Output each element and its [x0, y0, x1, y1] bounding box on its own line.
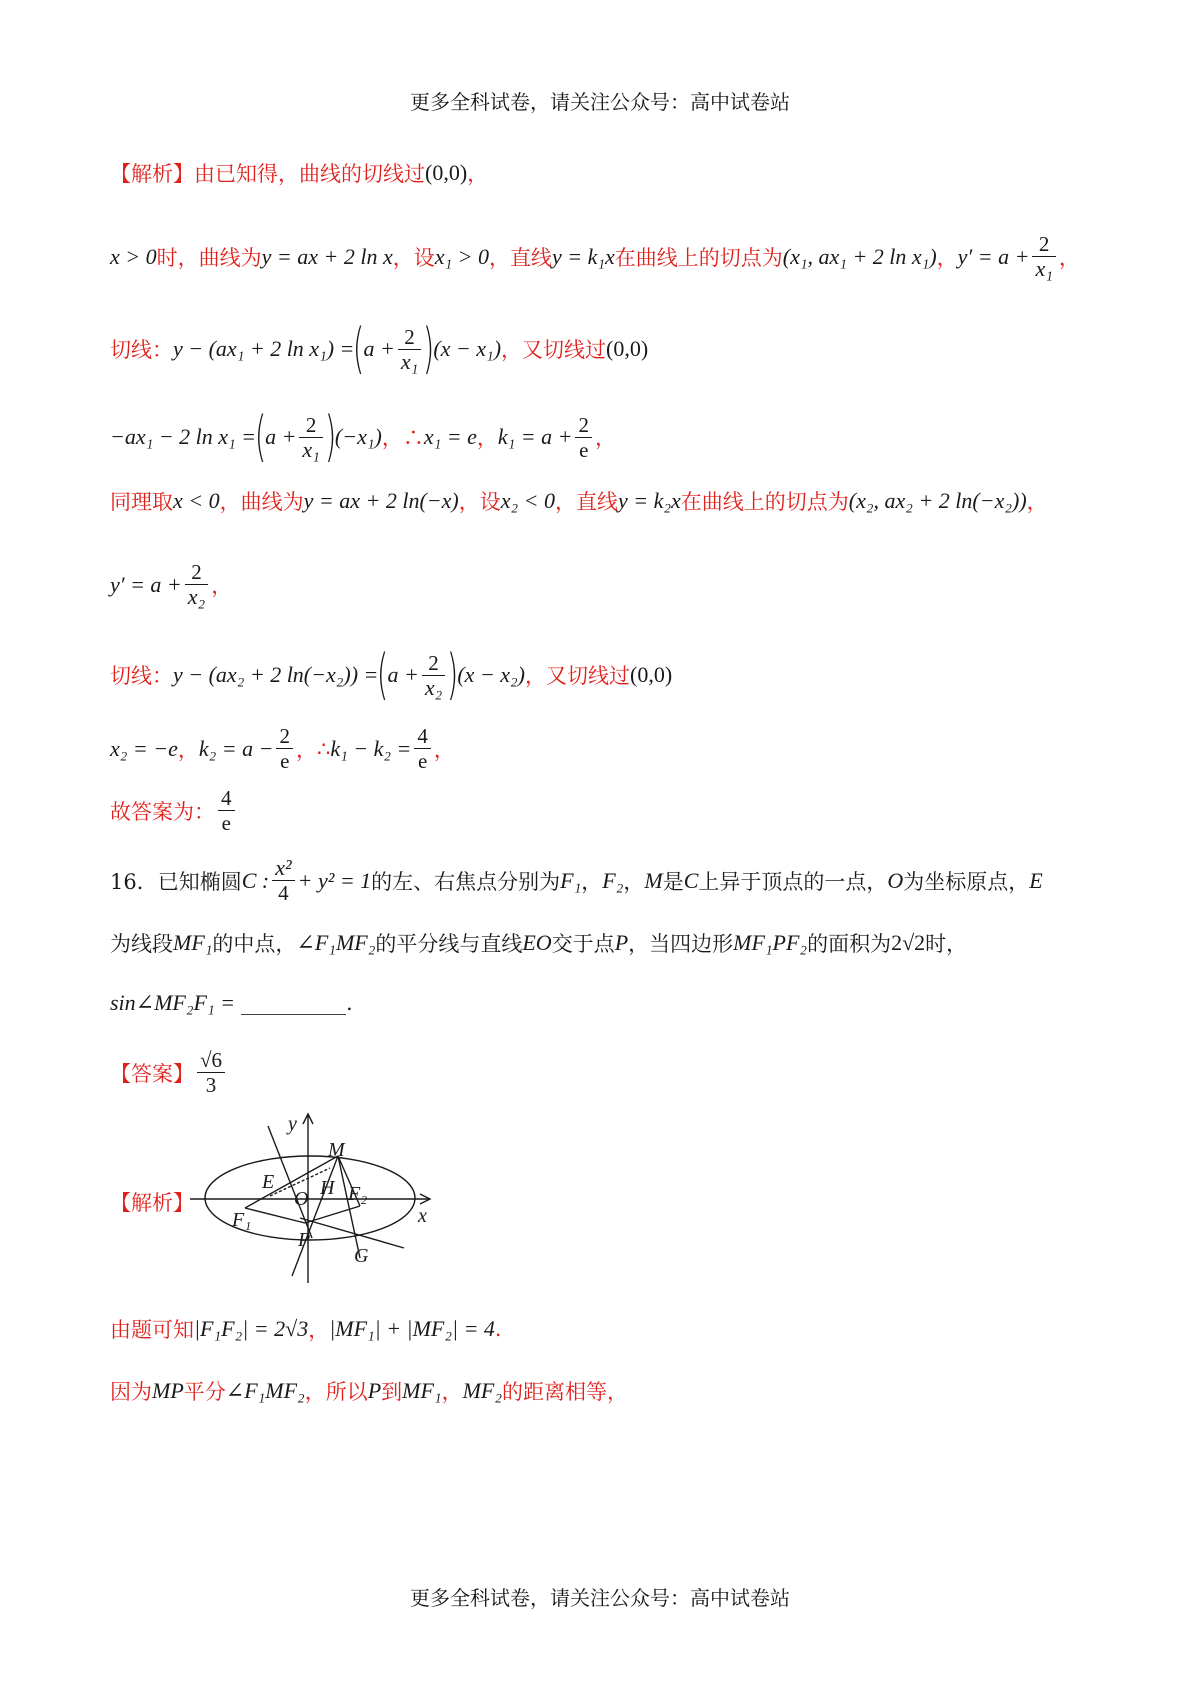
fraction: $\frac{2}{e}$	[575, 413, 592, 462]
q15-line-8: x₂ = −e ， k₂ = a − $\frac{2}{e}$ ， ∴ k₁ − k₂ = $\frac{4}{e}$ ，	[110, 724, 455, 773]
label-g: G	[354, 1245, 369, 1267]
analysis-tag: 【解析】	[110, 162, 194, 186]
q16-line-2: 为线段 MF₁ 的中点， ∠F₁MF₂ 的平分线与直线 EO 交于点 P ，当四边形 MF₁PF₂ 的面积为 2√2 时，	[110, 930, 968, 956]
fraction: $\frac{2}{\text{x₂}}$	[422, 651, 445, 700]
q15-line-6: y′ = a + $\frac{2}{\text{x₂}}$ ，	[110, 560, 233, 609]
ellipse-diagram	[190, 1108, 480, 1288]
q16-solution-line-1: 由题可知 |F₁F₂| = 2√3 ， |MF₁| + |MF₂| = 4 .	[110, 1316, 502, 1342]
q15-answer-line: 故答案为： $\frac{4}{e}$	[110, 786, 1110, 835]
answer-tag: 【答案】	[110, 1061, 194, 1086]
page-header: 更多全科试卷，请关注公众号：高中试卷站	[410, 90, 790, 114]
line-eo	[268, 1126, 312, 1238]
label-f2: F₂	[348, 1183, 368, 1205]
fraction: $\frac{\text{x²}}{4}$	[272, 856, 294, 905]
fraction: $\frac{2}{e}$	[276, 724, 293, 773]
fraction: $\frac{2}{\text{x₁}}$	[1032, 232, 1055, 281]
q15-line-3: 切线： y − (ax₁ + 2 ln x₁) = ( a + $\frac{2}{\text{x₁}}$ ) (x − x₁) ，又切线过 (0,0)	[110, 317, 649, 380]
label-m: M	[328, 1139, 345, 1161]
q15-line-5: 同理取 x < 0 ，曲线为 y = ax + 2 ln(−x) ，设 x₂ < 0 ，直线 y = k₂x 在曲线上的切点为 (x₂, ax₂ + 2 ln(−x₂)) ，	[110, 488, 1048, 514]
q16-line-3: sin∠MF₂F₁ = __________.	[110, 990, 353, 1015]
fraction: $\frac{2}{\text{x₁}}$	[398, 325, 421, 374]
q15-line-1: 【解析】 由已知得，曲线的切线过 (0,0) ，	[110, 160, 489, 186]
answer-fraction: $\frac{√6}{3}$	[197, 1048, 225, 1097]
label-y: y	[288, 1113, 297, 1135]
label-e: E	[262, 1171, 275, 1193]
label-p: P	[298, 1229, 311, 1251]
fraction: $\frac{2}{\text{x₂}}$	[185, 560, 208, 609]
label-o: O	[294, 1188, 309, 1210]
analysis-tag: 【解析】	[110, 1191, 194, 1215]
q15-line-4: −ax₁ − 2 ln x₁ = ( a + $\frac{2}{\text{x₁}}$ ) (−x₁) ，∴ x₁ = e ， k₁ = a + $\frac{2}{e}$ ，	[110, 405, 616, 468]
page-footer: 更多全科试卷，请关注公众号：高中试卷站	[410, 1586, 790, 1610]
q15-line-7: 切线： y − (ax₂ + 2 ln(−x₂)) = ( a + $\frac{2}{\text{x₂}}$ ) (x − x₂) ，又切线过 (0,0)	[110, 643, 673, 706]
q16-solution-line-2: 因为 MP 平分 ∠F₁MF₂ ，所以 P 到 MF₁ ， MF₂ 的距离相等，	[110, 1378, 628, 1404]
line-f1-p	[245, 1208, 305, 1223]
q16-answer-line	[110, 1048, 1110, 1097]
answer-fraction: $\frac{4}{e}$	[218, 786, 235, 835]
label-h: H	[320, 1177, 335, 1199]
answer-blank: __________.	[240, 991, 353, 1015]
q16-line-1: 16．已知椭圆 C : $\frac{\text{x²}}{4}$ + y² = 1 的左、右焦点分别为 F₁ ， F₂ ， M 是 C 上异于顶点的一点， O 为坐标原点， E	[110, 855, 1043, 905]
label-f1: F₁	[232, 1209, 252, 1231]
label-x: x	[418, 1205, 427, 1227]
fraction: $\frac{4}{e}$	[414, 724, 431, 773]
fraction: $\frac{2}{\text{x₁}}$	[299, 413, 322, 462]
line-mp	[292, 1156, 338, 1276]
q15-line-2: x > 0 时，曲线为 y = ax + 2 ln x ，设 x₁ > 0 ，直线 y = k₁x 在曲线上的切点为 (x₁, ax₁ + 2 ln x₁) ， y′ = a + $\frac{2}{\text{x₁}}$ ，	[110, 232, 1080, 281]
